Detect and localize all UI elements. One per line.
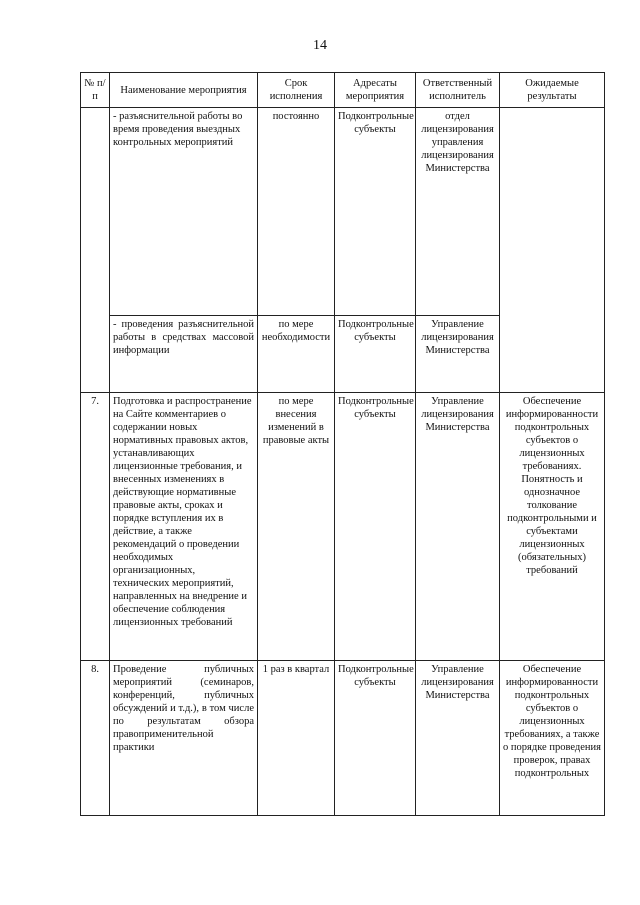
row-name: - разъяснительной работы во время проведения выездных контрольных мероприятий xyxy=(110,108,258,316)
row-name: - проведения разъяснительной работы в средствах массовой информации xyxy=(110,316,258,393)
header-term: Срок исполнения xyxy=(258,73,335,108)
row-responsible: Управление лицензирования Министерства xyxy=(416,316,500,393)
row-name: Подготовка и распространение на Сайте комментариев о содержании новых нормативных правовых актов, устанавливающих лицензионные требования, и внесенных изменениях в действующие нормативные правовые акты, сроках и порядке вступления их в действие, а также рекомендаций о проведении необходимых организационных, технических мероприятий, направленных на внедрение и обеспечение соблюдения лицензионных требований xyxy=(110,393,258,661)
header-results: Ожидаемые результаты xyxy=(500,73,605,108)
row-num xyxy=(81,108,110,393)
row-name: Проведение публичных мероприятий (семинаров, конференций, публичных обсуждений и т.д.), в том числе по результатам обзора правоприменительной практики xyxy=(110,661,258,816)
row-term: по мере внесения изменений в правовые акты xyxy=(258,393,335,661)
row-term: постоянно xyxy=(258,108,335,316)
row-addressees: Подконтрольные субъекты xyxy=(335,108,416,316)
row-addressees: Подконтрольные субъекты xyxy=(335,316,416,393)
table-row xyxy=(81,108,605,316)
row-term: по мере необходимости xyxy=(258,316,335,393)
header-responsible: Ответственный исполнитель xyxy=(416,73,500,108)
row-responsible: Управление лицензирования Министерства xyxy=(416,661,500,816)
row-results: Обеспечение информированности подконтрольных субъектов о лицензионных требованиях, а также о порядке проведения проверок, правах подконтрольных xyxy=(500,661,605,816)
row-responsible: Управление лицензирования Министерства xyxy=(416,393,500,661)
row-term: 1 раз в квартал xyxy=(258,661,335,816)
row-results xyxy=(500,108,605,393)
header-num: № п/п xyxy=(81,73,110,108)
table-header-row xyxy=(81,73,605,108)
table-row xyxy=(81,393,605,661)
header-name: Наименование мероприятия xyxy=(110,73,258,108)
row-addressees: Подконтрольные субъекты xyxy=(335,393,416,661)
measures-table xyxy=(80,72,605,816)
header-addressees: Адресаты мероприятия xyxy=(335,73,416,108)
row-num: 8. xyxy=(81,661,110,816)
row-responsible: отдел лицензирования управления лицензирования Министерства xyxy=(416,108,500,316)
row-addressees: Подконтрольные субъекты xyxy=(335,661,416,816)
page-number: 14 xyxy=(313,38,327,53)
table-row xyxy=(81,661,605,816)
row-num: 7. xyxy=(81,393,110,661)
row-results: Обеспечение информированности подконтрольных субъектов о лицензионных требованиях. Понятность и однозначное толкование подконтрольными и субъектами лицензионных (обязательных) требований xyxy=(500,393,605,661)
